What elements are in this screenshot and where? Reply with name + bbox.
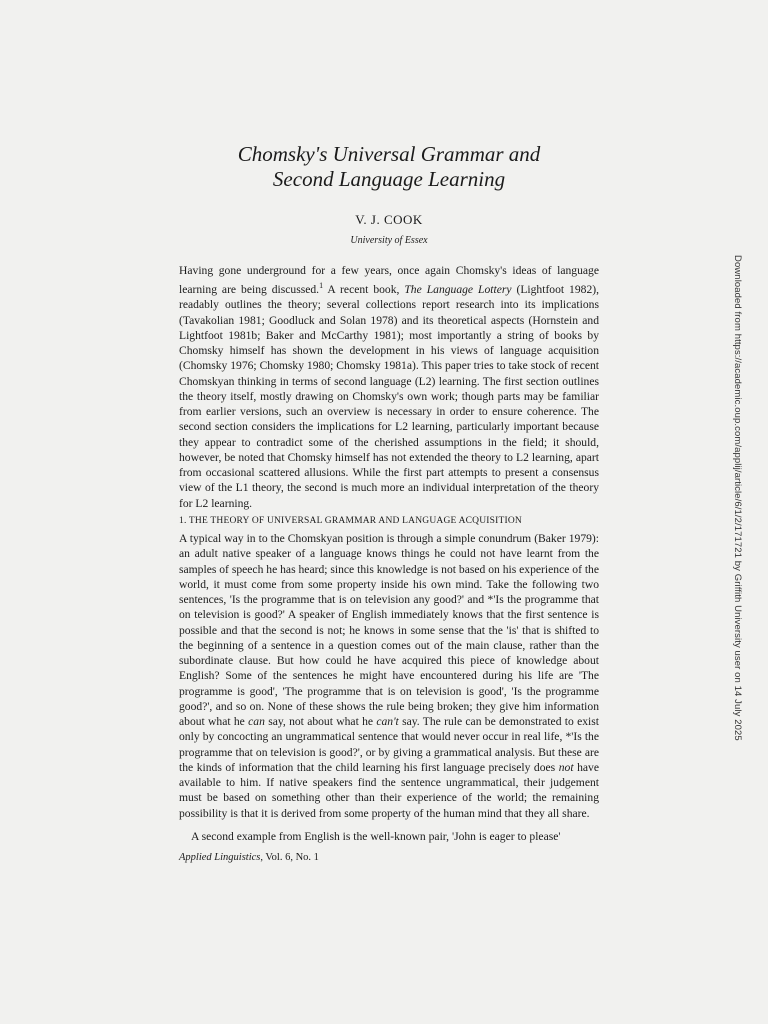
- section-text-3: say. The rule can be demonstrated to exist only by concocting an ungrammatical sentence that would never occur in real life, *'Is the programme that on television is good?', or by giving a grammatical analysis. But these are the kinds of information that the child learning his first language precisely does: [179, 715, 600, 774]
- article-title-line-2: Second Language Learning: [272, 167, 506, 191]
- intro-text-1: Having gone underground for a few years, once again Chomsky's ideas of language learning are being discussed.: [179, 264, 599, 297]
- second-paragraph-start: A second example from English is the well-known pair, 'John is eager to please': [191, 830, 561, 843]
- author-name: V. J. COOK: [355, 212, 423, 227]
- emphasis-not: not: [558, 760, 574, 774]
- article-title-line-1: Chomsky's Universal Grammar and: [237, 142, 541, 166]
- section-text-1: A typical way in to the Chomskyan position is through a simple conundrum (Baker 1979): an adult native speaker of a language knows things he could not have learnt from the samples of speech he has heard; since this knowledge is not based on his experience of the world, it must come from some property inside his own mind. Take the following two sentences, 'Is the programme that is on television any good?' and *'Is the programme that on television is good?' A speaker of English immediately knows that the first sentence is possible and that the second is not; he knows in some sense that the 'is' that is shifted to the beginning of a sentence in a question comes out of the main clause, rather than the subordinate clause. But how could he have acquired this piece of knowledge about English? Some of the sentences he might have encountered during his life are 'The programme is good', 'The programme that is on television is good', 'Is the programme good?', and so on. None of these shows the rule being broken; they give him information about what he: [179, 532, 599, 728]
- section-paragraph: [179, 531, 599, 821]
- journal-volume: , Vol. 6, No. 1: [260, 852, 319, 863]
- article-title: [180, 142, 598, 192]
- footnote-marker: 1: [319, 281, 324, 291]
- intro-text-3: (Lightfoot 1982), readably outlines the theory; several collections report research into its implications (Tavakolian 1981; Goodluck and Solan 1978) and its theoretical aspects (Hornstein and Lightfoot 1981b; Baker and McCarthy 1981); most importantly a string of books by Chomsky himself has shown the development in his views of language acquisition (Chomsky 1976; Chomsky 1980; Chomsky 1981a). This paper tries to take stock of recent Chomskyan thinking in terms of second language (L2) learning. The first section outlines the theory itself, mostly drawing on Chomsky's own work; though parts may be familiar from earlier versions, such an overview is necessary in order to ensure coherence. The second section considers the implications for L2 learning, particularly important because they appear to contradict some of the cherished assumptions in the field; it should, however, be noted that Chomsky himself has not extended the theory to L2 learning, apart from occasional scattered allusions. While the first part attempts to present a consensus view of the L1 theory, the second is much more an individual interpretation of the theory for L2 learning.: [179, 283, 600, 510]
- section-heading: 1. THE THEORY OF UNIVERSAL GRAMMAR AND LANGUAGE ACQUISITION: [179, 516, 522, 526]
- section-text-2: say, not about what he: [264, 715, 377, 728]
- journal-name: Applied Linguistics: [179, 852, 261, 863]
- book-title: The Language Lottery: [404, 283, 512, 297]
- section-text-4: have available to him. If native speakers find the sentence ungrammatical, their judgement must be based on something other than their experience of the world; the remaining possibility is that it is derived from some property of the human mind that they all share.: [179, 760, 599, 820]
- intro-text-2: A recent book,: [323, 283, 405, 297]
- journal-footer: [179, 852, 319, 863]
- download-watermark: [734, 255, 752, 775]
- introduction-paragraph: [179, 263, 599, 511]
- author-affiliation: University of Essex: [350, 235, 428, 246]
- emphasis-can: can: [248, 715, 265, 728]
- download-watermark-text: Downloaded from https://academic.oup.com/applij/article/6/1/2/171721 by Griffith University user on 14 July 2025: [732, 255, 743, 741]
- emphasis-cant: can't: [376, 715, 399, 728]
